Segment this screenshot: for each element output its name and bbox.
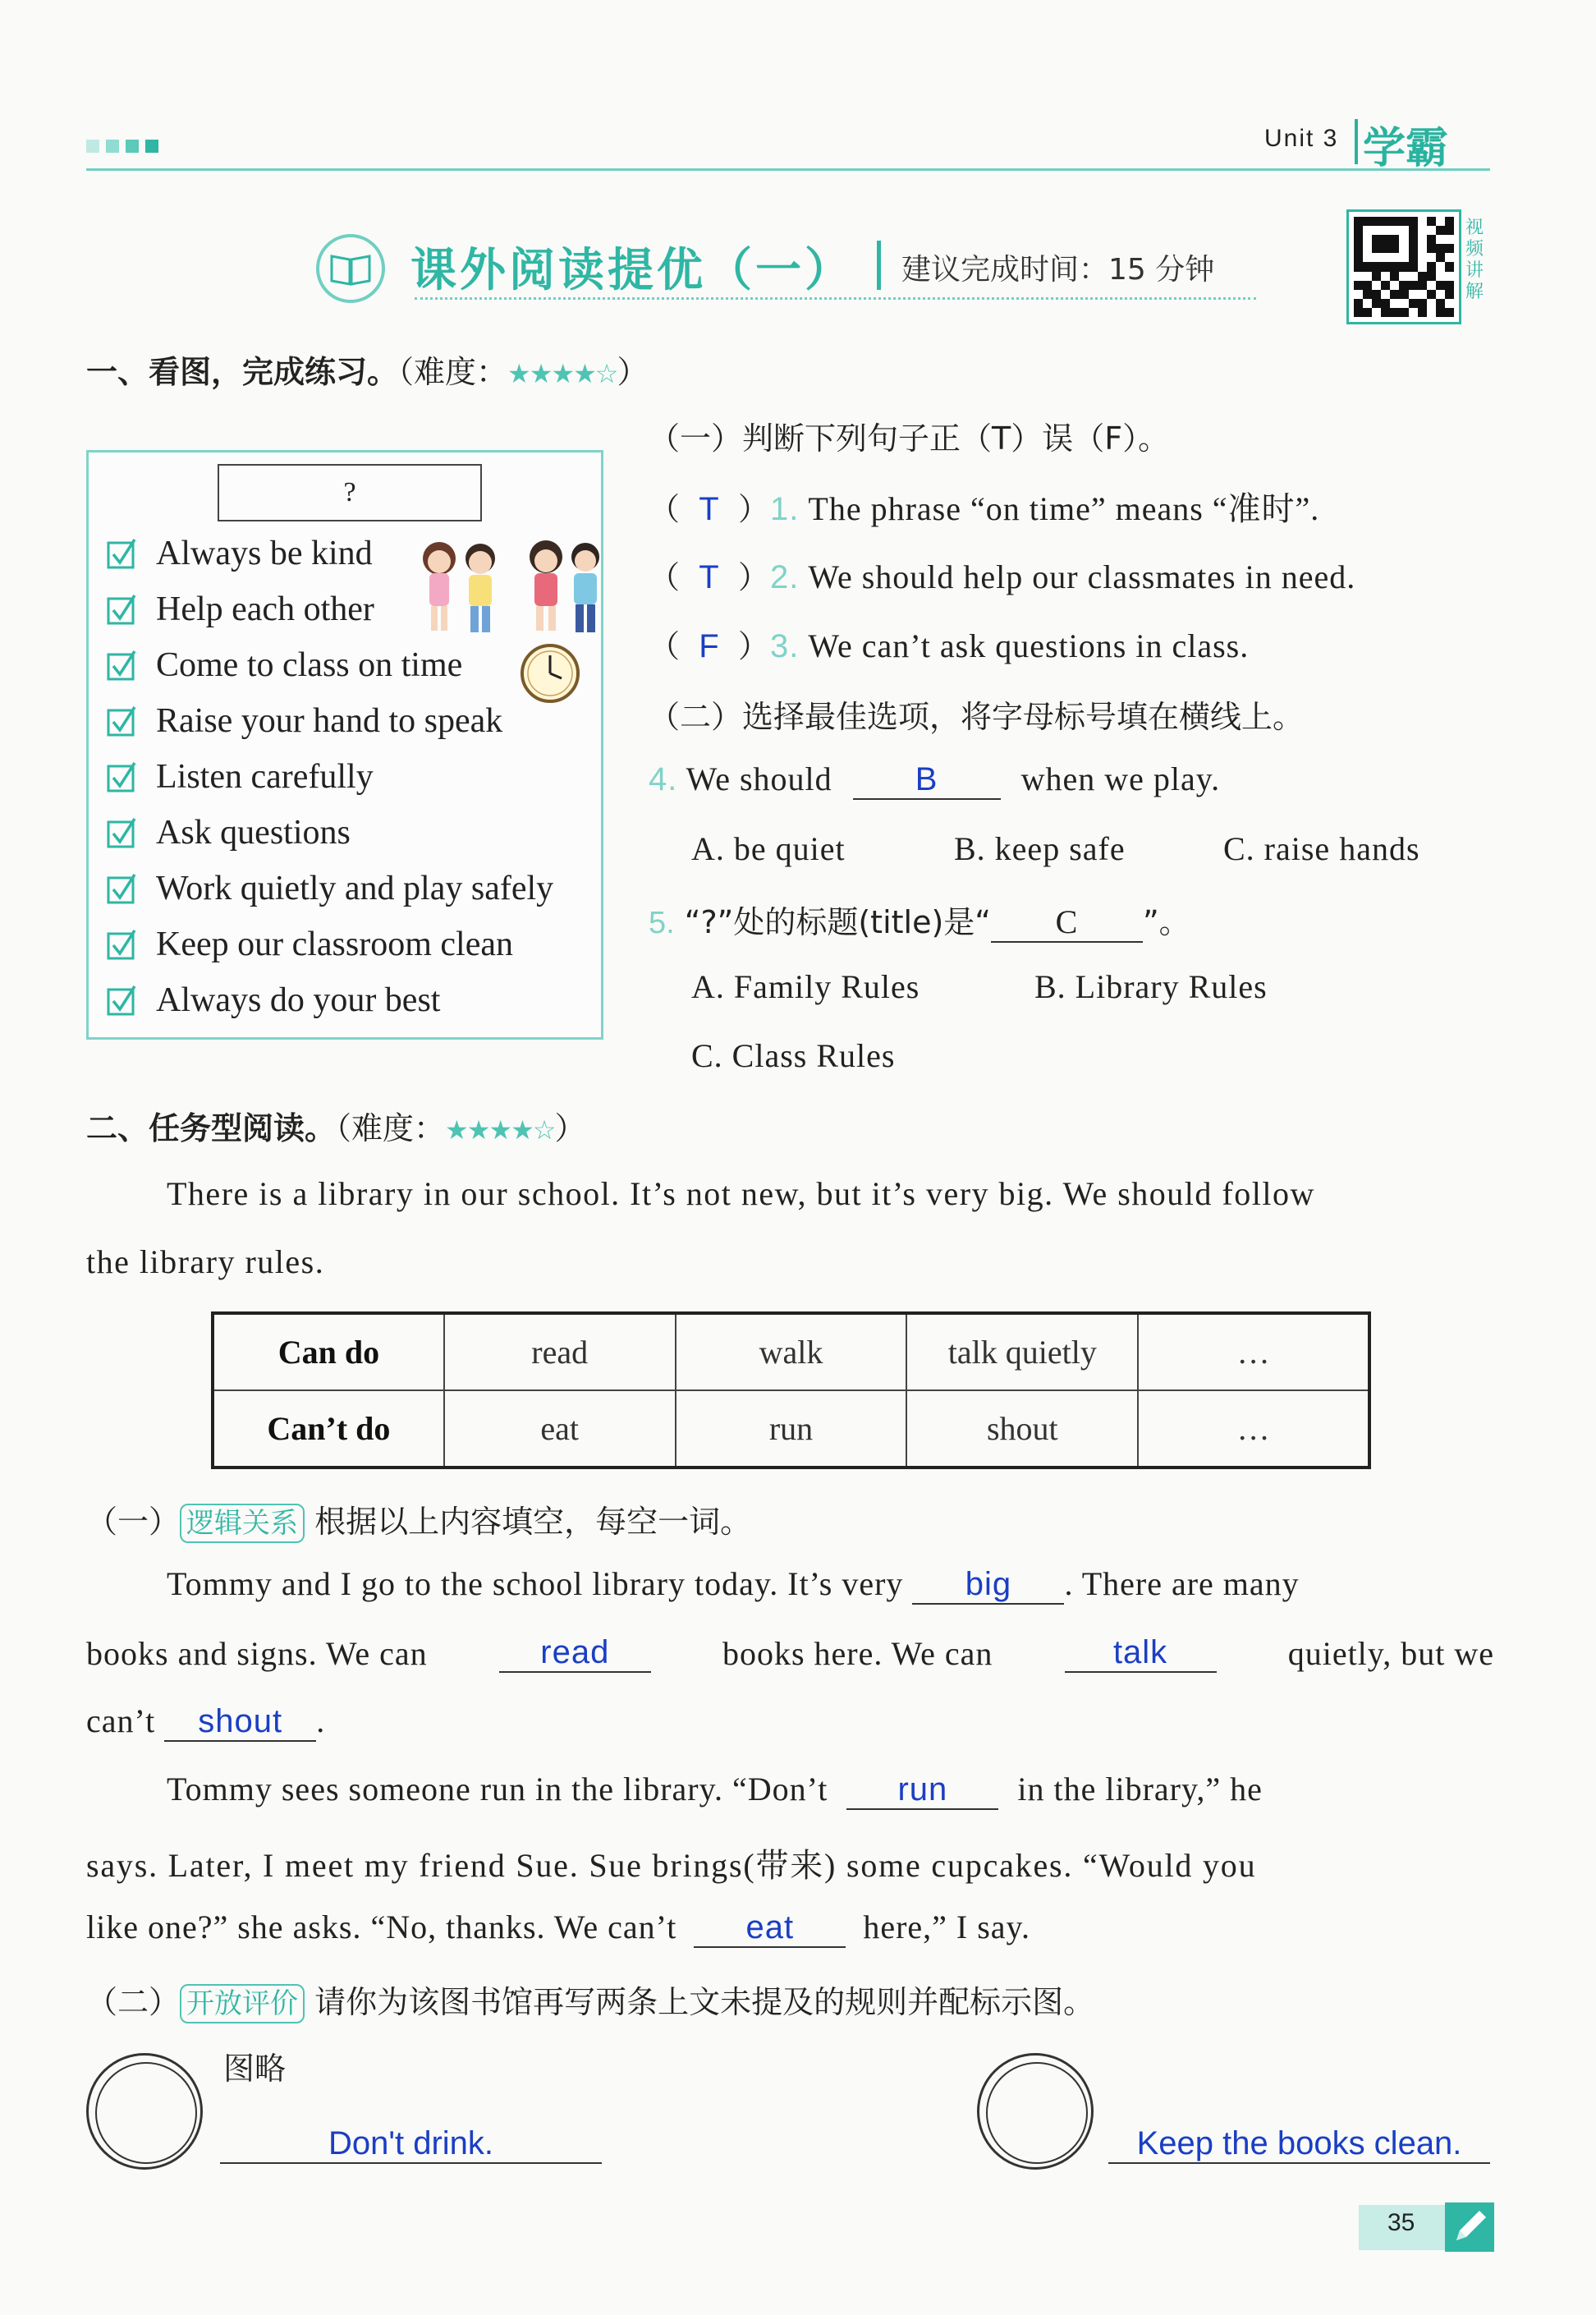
part2-heading-text: 二、任务型阅读。 — [86, 1110, 337, 1146]
rule-text: Always be kind — [156, 535, 373, 572]
qr-module — [1372, 290, 1381, 299]
tf-text: We should help our classmates in need. — [808, 558, 1356, 595]
q4-option-b: B. keep safe — [954, 830, 1126, 867]
qr-module — [1363, 253, 1372, 262]
qr-module — [1399, 272, 1408, 281]
qr-module — [1390, 281, 1399, 290]
rule-item — [107, 981, 440, 1020]
qr-module — [1445, 272, 1454, 281]
qr-module — [1363, 217, 1372, 226]
qr-module — [1381, 235, 1390, 244]
qr-code-icon[interactable] — [1346, 209, 1461, 324]
page-number: 35 — [1387, 2209, 1415, 2236]
brand-logo: 学霸 — [1363, 124, 1449, 173]
qr-module — [1427, 244, 1436, 253]
difficulty-label-2: （难度： — [336, 1110, 446, 1146]
unit-label: Unit 3 — [1264, 125, 1339, 152]
qr-module — [1409, 308, 1418, 317]
passage-1a: Tommy and I go to the school library today. It’s very — [167, 1565, 904, 1602]
part1-heading — [86, 347, 648, 392]
intro-line-1: There is a library in our school. It’s not new, but it’s very big. We should follow — [167, 1175, 1315, 1212]
qr-module — [1381, 253, 1390, 262]
fill-instruction: 根据以上内容填空，每空一词。 — [314, 1504, 752, 1540]
qr-module — [1381, 262, 1390, 271]
qr-module — [1399, 217, 1408, 226]
passage-2c: quietly, but we — [1287, 1635, 1494, 1672]
section-title: 课外阅读提优（一） — [410, 244, 854, 297]
qr-module — [1372, 253, 1381, 262]
tf-paren-close: ） — [738, 491, 771, 527]
qr-module — [1418, 244, 1427, 253]
qr-module — [1427, 262, 1436, 271]
q5-option-b: B. Library Rules — [1034, 968, 1268, 1005]
rule-item — [107, 757, 374, 797]
qr-module — [1445, 217, 1454, 226]
qr-module — [1390, 308, 1399, 317]
tf-paren-close: ） — [738, 559, 771, 595]
blank-5[interactable]: run — [846, 1771, 998, 1810]
table-cell: read — [444, 1313, 676, 1390]
qr-module — [1409, 235, 1418, 244]
table-cell: eat — [444, 1390, 676, 1468]
q4-after: when we play. — [1020, 760, 1221, 797]
qr-module — [1418, 253, 1427, 262]
checkbox-checked-icon — [107, 985, 138, 1016]
table-cell: shout — [906, 1390, 1138, 1468]
qr-module — [1409, 253, 1418, 262]
blank-4[interactable]: shout — [164, 1703, 316, 1742]
header-decoration — [86, 140, 158, 153]
rule-item — [107, 813, 351, 852]
difficulty-label: （难度： — [398, 354, 508, 390]
tf-answer[interactable]: T — [699, 491, 720, 527]
table-cell: … — [1138, 1390, 1369, 1468]
qr-module — [1399, 308, 1408, 317]
passage-6b: here,” I say. — [863, 1908, 1030, 1945]
qr-module — [1372, 244, 1381, 253]
qr-module — [1381, 217, 1390, 226]
qr-module — [1436, 308, 1445, 317]
qr-module — [1427, 281, 1436, 290]
qr-module — [1409, 299, 1418, 308]
qr-module — [1436, 290, 1445, 299]
clock-icon — [519, 642, 581, 705]
tf-paren-open: （ — [649, 559, 681, 595]
sign-circle-2 — [977, 2053, 1094, 2170]
qr-module — [1354, 272, 1363, 281]
qr-module — [1390, 253, 1399, 262]
qr-module — [1372, 299, 1381, 308]
qr-module — [1399, 281, 1408, 290]
qr-module — [1399, 253, 1408, 262]
part2-heading — [86, 1103, 585, 1148]
tf-paren-open: （ — [649, 491, 681, 527]
qr-module — [1436, 235, 1445, 244]
qr-module — [1399, 244, 1408, 253]
logic-tag: 逻辑关系 — [180, 1504, 305, 1543]
passage-line-2 — [86, 1634, 1494, 1673]
qr-module — [1354, 244, 1363, 253]
rule-item — [107, 534, 373, 573]
tf-number: 2. — [770, 559, 800, 595]
rule-answer-2[interactable]: Keep the books clean. — [1108, 2125, 1490, 2164]
qr-module — [1363, 272, 1372, 281]
qr-module — [1418, 262, 1427, 271]
q4-option-c: C. raise hands — [1223, 830, 1420, 867]
qr-module — [1372, 262, 1381, 271]
qr-module — [1436, 272, 1445, 281]
tf-text: We can’t ask questions in class. — [808, 627, 1250, 664]
qr-module — [1409, 217, 1418, 226]
question-4 — [649, 760, 1220, 800]
qr-module — [1354, 262, 1363, 271]
rule-item — [107, 645, 462, 685]
qr-module — [1363, 290, 1372, 299]
qr-module — [1381, 244, 1390, 253]
title-underline — [415, 297, 1256, 300]
tf-paren-open: （ — [649, 628, 681, 664]
qr-module — [1445, 290, 1454, 299]
qr-module — [1354, 308, 1363, 317]
sub2-paren: （二） — [86, 1984, 181, 2020]
qr-module — [1381, 281, 1390, 290]
qr-module — [1399, 235, 1408, 244]
q5-before: “?”处的标题(title)是“ — [684, 904, 991, 940]
rule-text: Raise your hand to speak — [156, 702, 503, 740]
passage-6a: like one?” she asks. “No, thanks. We can’t — [86, 1908, 677, 1945]
table-cell: … — [1138, 1313, 1369, 1390]
qr-module — [1399, 262, 1408, 271]
qr-module — [1409, 290, 1418, 299]
qr-module — [1372, 272, 1381, 281]
passage-2b: books here. We can — [722, 1635, 993, 1672]
open-instruction-row — [86, 1977, 1094, 2023]
rule-text: Always do your best — [156, 981, 441, 1019]
qr-module — [1354, 290, 1363, 299]
q4-option-a: A. be quiet — [691, 830, 846, 867]
qr-module — [1436, 244, 1445, 253]
qr-module — [1445, 226, 1454, 235]
header-rule — [86, 168, 1490, 171]
qr-module — [1399, 290, 1408, 299]
qr-module — [1381, 299, 1390, 308]
pencil-icon — [1445, 2202, 1494, 2252]
qr-module — [1445, 299, 1454, 308]
blank-2[interactable]: read — [499, 1634, 651, 1673]
qr-module — [1445, 281, 1454, 290]
passage-line-1 — [167, 1564, 1300, 1605]
checkbox-checked-icon — [107, 873, 138, 904]
passage-4a: Tommy sees someone run in the library. “Don’t — [167, 1771, 828, 1807]
checkbox-checked-icon — [107, 761, 138, 792]
qr-module — [1418, 217, 1427, 226]
table-row-header: Can’t do — [213, 1390, 444, 1468]
qr-module — [1381, 308, 1390, 317]
tf-item — [649, 483, 1319, 530]
qr-module — [1409, 272, 1418, 281]
qr-module — [1372, 281, 1381, 290]
time-hint: 建议完成时间：15 分钟 — [901, 253, 1215, 287]
passage-line-4 — [167, 1770, 1263, 1810]
q4-answer[interactable]: B — [853, 761, 1001, 800]
figure-omitted-note: 图略 — [223, 2051, 287, 2087]
checkbox-checked-icon — [107, 538, 138, 569]
qr-module — [1372, 308, 1381, 317]
qr-module — [1381, 226, 1390, 235]
table-cell: run — [676, 1390, 907, 1468]
qr-module — [1427, 253, 1436, 262]
book-icon — [328, 246, 373, 291]
difficulty-close-2: ） — [554, 1110, 586, 1146]
qr-module — [1381, 290, 1390, 299]
rule-item — [107, 925, 513, 964]
fill-instruction-row — [86, 1496, 751, 1543]
qr-module — [1418, 290, 1427, 299]
qr-module — [1363, 244, 1372, 253]
qr-module — [1427, 226, 1436, 235]
qr-module — [1436, 253, 1445, 262]
qr-module — [1409, 226, 1418, 235]
qr-module — [1390, 235, 1399, 244]
qr-module — [1409, 244, 1418, 253]
rule-text: Come to class on time — [156, 646, 463, 684]
qr-module — [1390, 272, 1399, 281]
passage-3b: . — [316, 1702, 326, 1739]
q4-before: We should — [686, 760, 832, 797]
q5-after: ”。 — [1142, 904, 1190, 940]
q5-number: 5. — [649, 906, 675, 940]
children-illustration — [415, 534, 603, 641]
table-row — [213, 1390, 1369, 1468]
qr-module — [1418, 308, 1427, 317]
qr-module — [1445, 253, 1454, 262]
tf-answer[interactable]: T — [699, 559, 720, 595]
checkbox-checked-icon — [107, 650, 138, 681]
qr-module — [1354, 217, 1363, 226]
qr-module — [1390, 217, 1399, 226]
qr-module — [1418, 235, 1427, 244]
tf-paren-close: ） — [738, 628, 771, 664]
qr-module — [1436, 217, 1445, 226]
rule-text: Help each other — [156, 590, 374, 628]
sign-circle-1 — [86, 2053, 203, 2170]
rule-item — [107, 590, 374, 629]
q5-option-a: A. Family Rules — [691, 968, 920, 1005]
tf-item — [649, 552, 1355, 597]
qr-module — [1436, 226, 1445, 235]
qr-module — [1354, 281, 1363, 290]
checkbox-checked-icon — [107, 817, 138, 848]
qr-module — [1427, 308, 1436, 317]
qr-module — [1436, 281, 1445, 290]
poster-title-box: ? — [218, 464, 482, 521]
table-cell: walk — [676, 1313, 907, 1390]
open-instruction: 请你为该图书馆再写两条上文未提及的规则并配标示图。 — [314, 1984, 1095, 2020]
passage-1b: . There are many — [1064, 1565, 1300, 1602]
qr-module — [1409, 281, 1418, 290]
qr-module — [1445, 308, 1454, 317]
qr-module — [1399, 226, 1408, 235]
qr-module — [1354, 253, 1363, 262]
q5-answer[interactable]: C — [991, 903, 1143, 943]
qr-module — [1354, 235, 1363, 244]
rule-item — [107, 701, 502, 741]
qr-module — [1436, 262, 1445, 271]
qr-module — [1372, 217, 1381, 226]
tf-number: 3. — [770, 628, 800, 664]
tf-instruction: （一）判断下列句子正（T）误（F）。 — [649, 420, 1170, 457]
brand-divider — [1355, 119, 1358, 164]
qr-module — [1372, 235, 1381, 244]
checkbox-checked-icon — [107, 705, 138, 737]
checkbox-checked-icon — [107, 594, 138, 625]
library-rules-table — [211, 1311, 1371, 1469]
part1-heading-text: 一、看图，完成练习。 — [86, 354, 399, 390]
difficulty-stars: ★★★★☆ — [507, 358, 617, 389]
checkbox-checked-icon — [107, 929, 138, 960]
difficulty-close: ） — [617, 354, 649, 390]
qr-module — [1381, 272, 1390, 281]
qr-module — [1427, 290, 1436, 299]
qr-module — [1445, 244, 1454, 253]
rule-answer-1[interactable]: Don't drink. — [220, 2125, 602, 2164]
blank-1[interactable]: big — [912, 1566, 1064, 1605]
table-row-header: Can do — [213, 1313, 444, 1390]
intro-line-2: the library rules. — [86, 1243, 325, 1280]
qr-module — [1436, 299, 1445, 308]
passage-2a: books and signs. We can — [86, 1635, 428, 1672]
qr-module — [1418, 226, 1427, 235]
rule-item — [107, 869, 553, 908]
qr-module — [1427, 217, 1436, 226]
passage-line-6 — [86, 1908, 1030, 1948]
table-cell: talk quietly — [906, 1313, 1138, 1390]
tf-answer[interactable]: F — [699, 628, 720, 664]
rule-text: Keep our classroom clean — [156, 926, 513, 963]
mc-instruction: （二）选择最佳选项，将字母标号填在横线上。 — [649, 699, 1305, 735]
difficulty-stars-2: ★★★★☆ — [445, 1114, 555, 1146]
qr-module — [1418, 299, 1427, 308]
table-row — [213, 1313, 1369, 1390]
qr-module — [1363, 281, 1372, 290]
title-divider — [877, 241, 881, 290]
tf-item — [649, 621, 1249, 666]
passage-4b: in the library,” he — [1017, 1771, 1263, 1807]
qr-module — [1399, 299, 1408, 308]
question-5 — [649, 897, 1190, 943]
tf-number: 1. — [770, 491, 800, 527]
qr-module — [1390, 262, 1399, 271]
sub1-paren: （一） — [86, 1504, 181, 1540]
q4-number: 4. — [649, 761, 678, 797]
qr-module — [1427, 235, 1436, 244]
q5-option-c: C. Class Rules — [691, 1037, 896, 1074]
qr-module — [1363, 262, 1372, 271]
qr-module — [1418, 281, 1427, 290]
passage-3a: can’t — [86, 1702, 156, 1739]
qr-module — [1390, 290, 1399, 299]
qr-module — [1372, 226, 1381, 235]
qr-module — [1363, 235, 1372, 244]
qr-module — [1445, 235, 1454, 244]
qr-module — [1363, 308, 1372, 317]
qr-module — [1363, 226, 1372, 235]
rule-text: Listen carefully — [156, 758, 374, 796]
qr-label: 视频讲解 — [1465, 218, 1484, 302]
blank-6[interactable]: eat — [694, 1909, 846, 1948]
qr-module — [1363, 299, 1372, 308]
qr-module — [1390, 244, 1399, 253]
qr-module — [1445, 262, 1454, 271]
qr-module — [1354, 299, 1363, 308]
qr-module — [1354, 226, 1363, 235]
qr-module — [1409, 262, 1418, 271]
qr-module — [1390, 299, 1399, 308]
rule-text: Work quietly and play safely — [156, 870, 554, 907]
open-eval-tag: 开放评价 — [180, 1984, 305, 2023]
qr-module — [1427, 272, 1436, 281]
passage-line-3 — [86, 1702, 325, 1742]
qr-module — [1390, 226, 1399, 235]
rule-text: Ask questions — [156, 814, 351, 852]
passage-line-5: says. Later, I meet my friend Sue. Sue brings(带来) some cupcakes. “Would you — [86, 1847, 1257, 1884]
qr-module — [1427, 299, 1436, 308]
qr-module — [1418, 272, 1427, 281]
blank-3[interactable]: talk — [1065, 1634, 1217, 1673]
tf-text: The phrase “on time” means “准时”. — [808, 490, 1320, 527]
